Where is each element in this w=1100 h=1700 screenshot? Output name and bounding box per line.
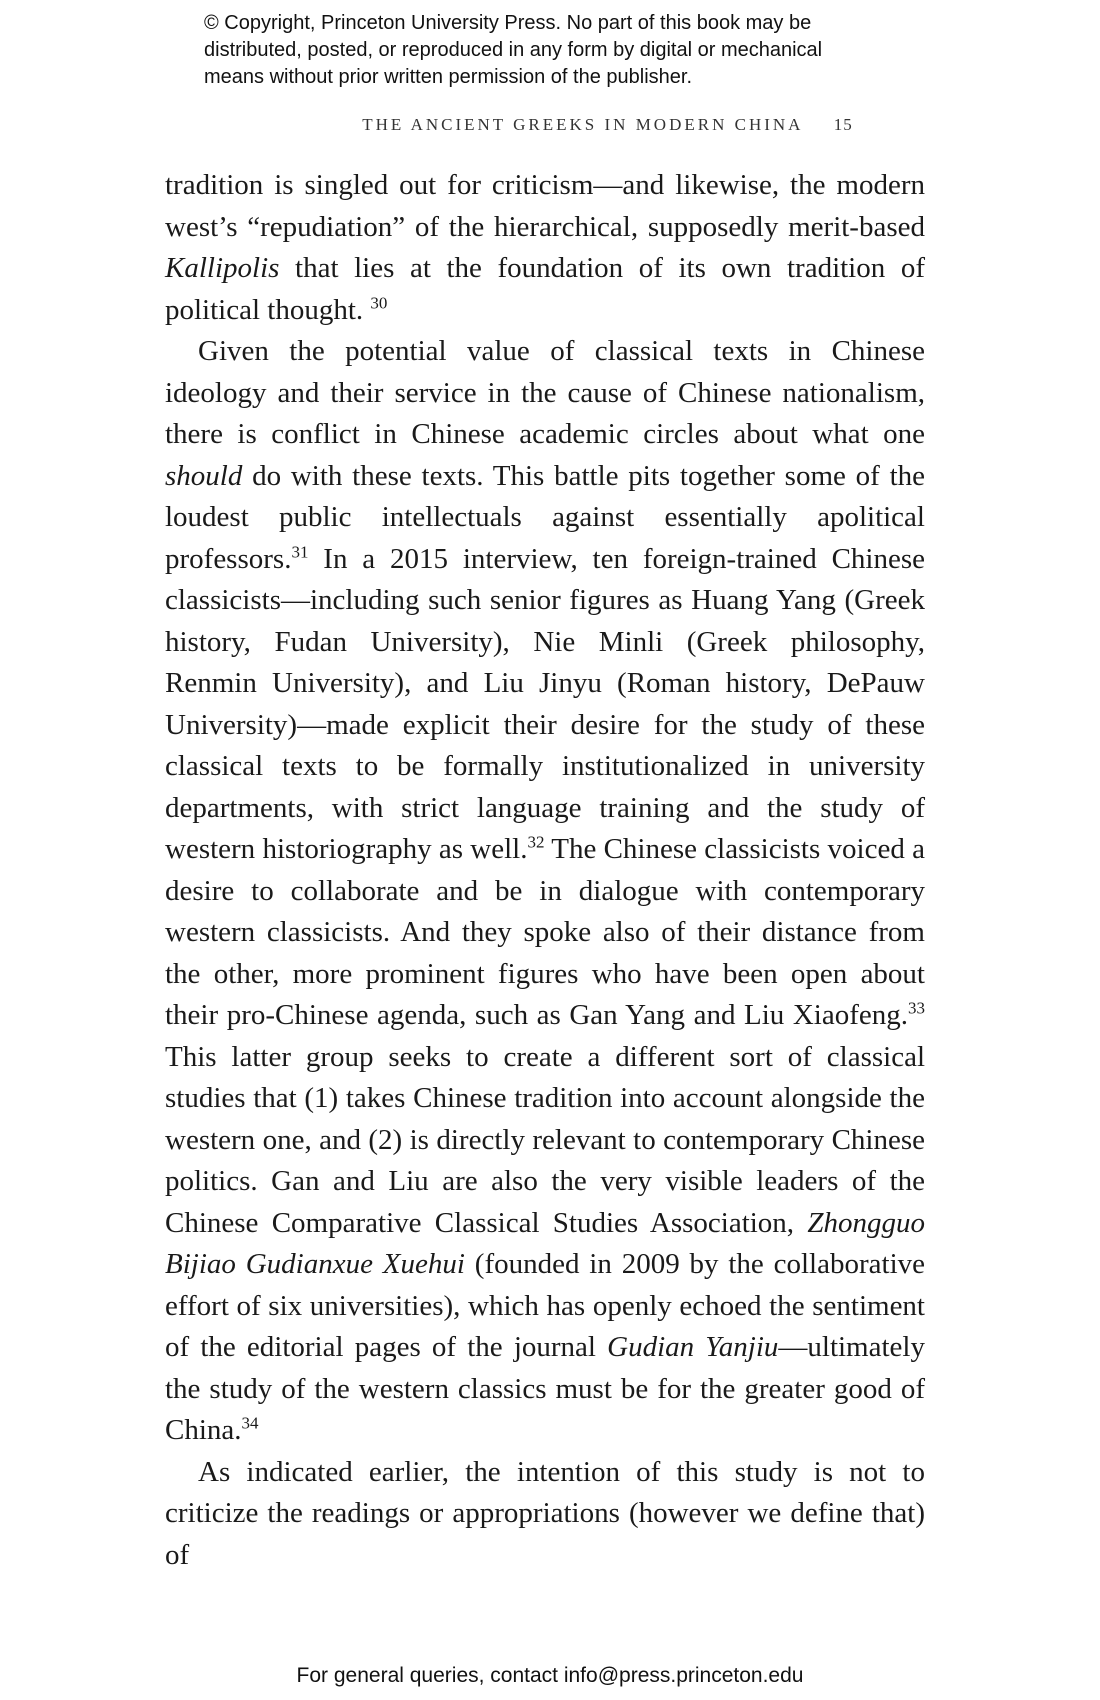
- copyright-line-1: © Copyright, Princeton University Press. No part of this book may be: [204, 12, 812, 34]
- paragraph-2-text-7: —ultimately the study of the western classics must be for the greater good of China.: [165, 1331, 925, 1446]
- paragraph-2-text-5: This latter group seeks to create a different sort of classical studies that (1) takes Chinese tradition into account alongside the western one, and (2) is directly relevant to contemporary Chinese politics. Gan and Liu are also the very visible leaders of the Chinese Comparative Classical Studies Association,: [165, 1040, 925, 1239]
- copyright-line-3: means without prior written permission of the publisher.: [204, 66, 693, 88]
- paragraph-1-text-1: tradition is singled out for criticism—and likewise, the modern west’s “repudiation” of the hierarchical, supposedly merit-based: [165, 169, 925, 243]
- paragraph-2-text-2: do with these texts. This battle pits together some of the loudest public intellectuals against essentially apolitical professors.: [165, 459, 925, 575]
- paragraph-3-text-1: As indicated earlier, the intention of this study is not to criticize the readings or appropriations (however we define that) of: [165, 1455, 925, 1571]
- copyright-line-2: distributed, posted, or reproduced in any form by digital or mechanical: [204, 39, 823, 61]
- running-head-title: THE ANCIENT GREEKS IN MODERN CHINA: [362, 115, 803, 134]
- paragraph-2: [165, 331, 925, 1452]
- paragraph-2-text-3: In a 2015 interview, ten foreign-trained Chinese classicists—including such senior figures as Huang Yang (Greek history, Fudan University), Nie Minli (Greek philosophy, Renmin University), and Liu Jinyu (Roman history, DePauw University)—made explicit their desire for the study of these classical texts to be formally institutionalized in university departments, with strict language training and the study of western historiography as well.: [165, 542, 925, 865]
- paragraph-2-text-4: The Chinese classicists voiced a desire to collaborate and be in dialogue with contemporary western classicists. And they spoke also of their distance from the other, more prominent figures who have been open about their pro-Chinese agenda, such as Gan Yang and Liu Xiaofeng.: [165, 833, 925, 1031]
- footnote-ref-30: 30: [370, 292, 388, 312]
- body-text: [165, 165, 925, 1576]
- running-head: [0, 115, 1100, 135]
- footnote-ref-31: 31: [291, 541, 309, 561]
- paragraph-1: [165, 165, 925, 331]
- footer-contact: For general queries, contact info@press.princeton.edu: [296, 1664, 804, 1687]
- paragraph-3: [165, 1452, 925, 1577]
- paragraph-1-italic-1: Kallipolis: [165, 252, 280, 284]
- paragraph-2-italic-2: Zhongguo Bijiao Gudianxue Xuehui: [165, 1206, 925, 1280]
- page-number: 15: [833, 115, 853, 134]
- copyright-notice: [204, 10, 964, 91]
- paragraph-2-italic-3: Gudian Yanjiu: [607, 1331, 779, 1363]
- footnote-ref-33: 33: [908, 998, 925, 1018]
- footnote-ref-34: 34: [241, 1413, 259, 1433]
- footnote-ref-32: 32: [527, 832, 545, 852]
- paragraph-2-text-6: (founded in 2009 by the collaborative effort of six universities), which has openly echoed the sentiment of the editorial pages of the journal: [165, 1248, 926, 1363]
- paragraph-1-text-2: that lies at the foundation of its own tradition of political thought.: [165, 252, 925, 326]
- paragraph-2-text-1: Given the potential value of classical texts in Chinese ideology and their service in the cause of Chinese nationalism, there is conflict in Chinese academic circles about what one: [165, 335, 925, 450]
- paragraph-2-italic-1: should: [165, 459, 243, 492]
